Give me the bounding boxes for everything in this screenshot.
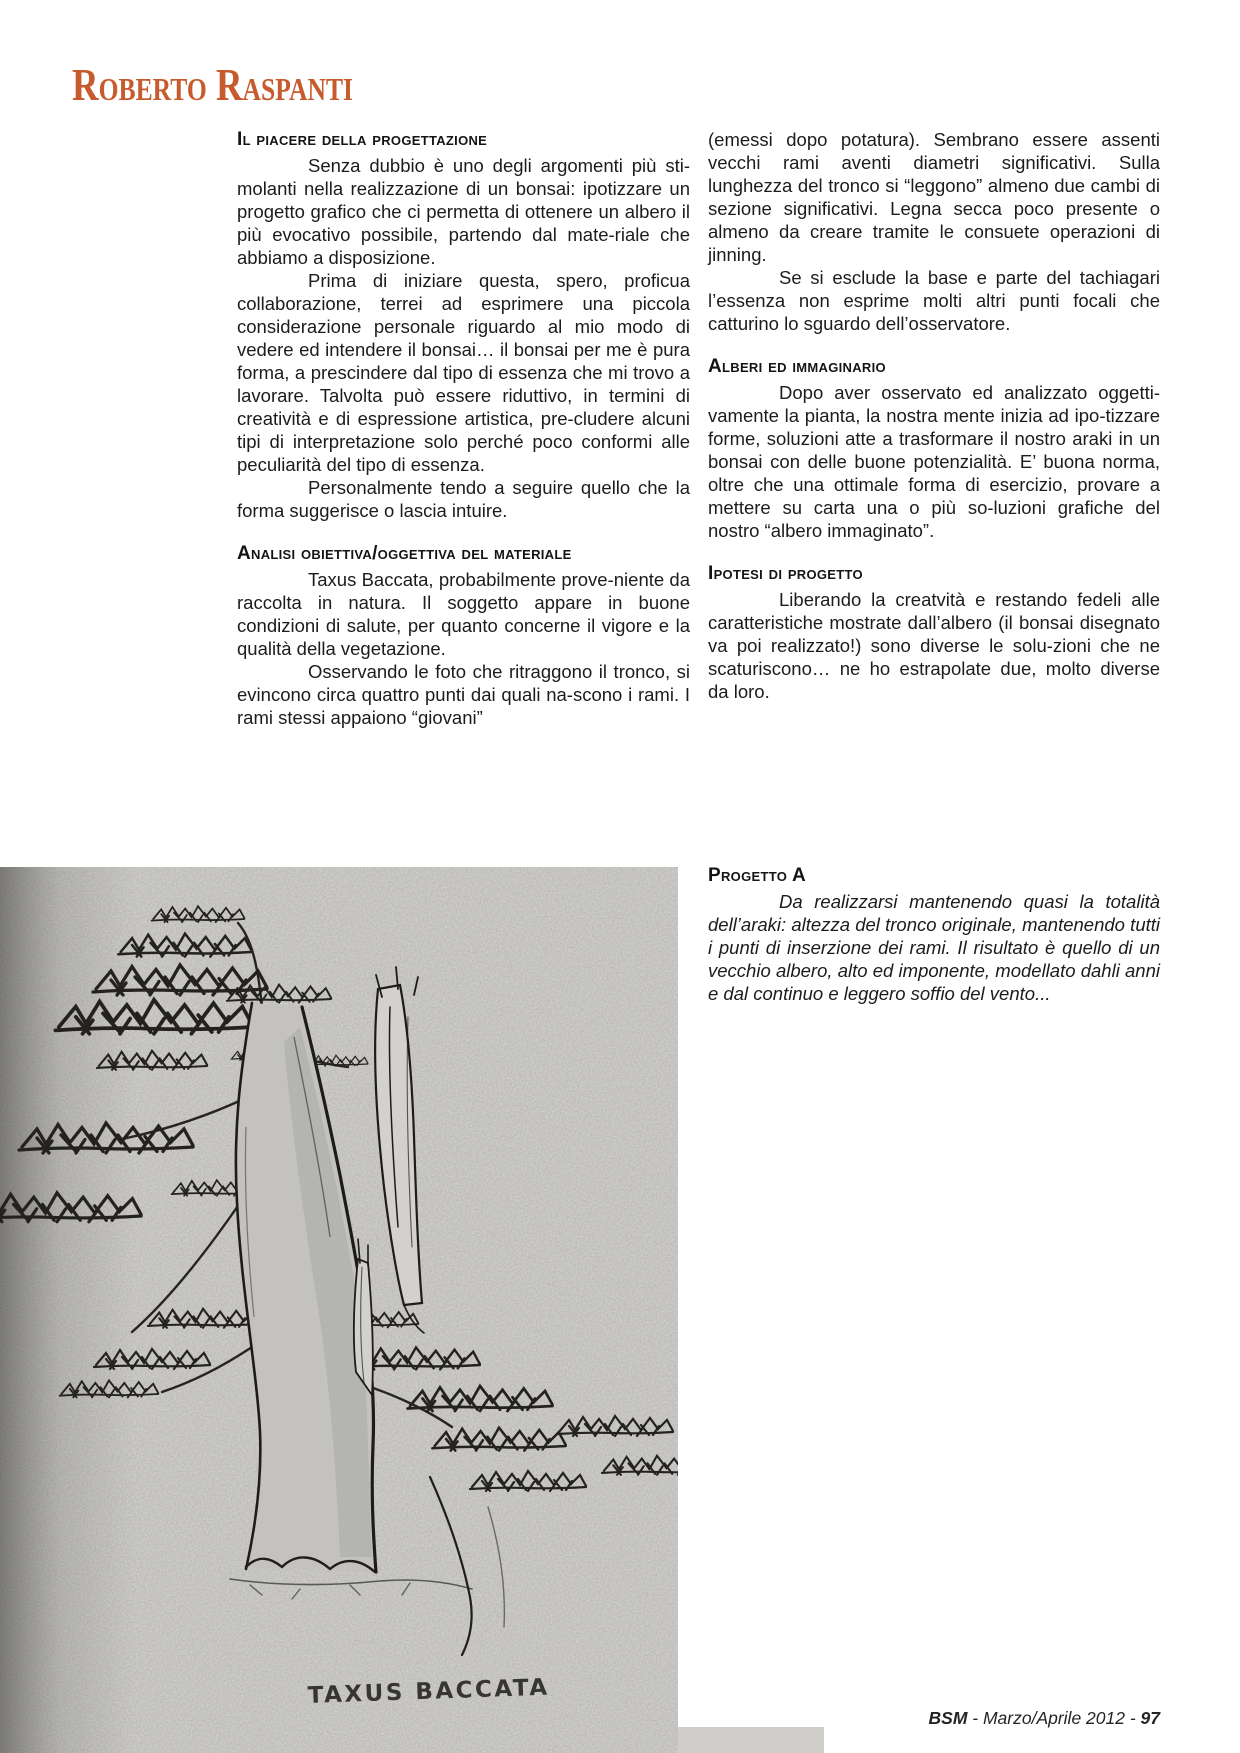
photo-left-vignette [0,867,135,1753]
paragraph: Personalmente tendo a seguire quello che la forma suggerisce o lascia intuire. [237,477,690,521]
paragraph-continuation: (emessi dopo potatura). Sembrano essere assenti vecchi rami aventi diametri significativi. Sulla lunghezza del tronco si “leggono” almeno due cambi di sezione significativi. Legna secca poco presente o almeno da creare tramite le consuete operazioni di jinning. [708,129,1160,265]
left-column [237,128,690,729]
section-heading-ipotesi: Ipotesi di progetto [708,563,863,584]
section-heading-il-piacere: Il piacere della progettazione [237,129,488,150]
right-column [708,128,1160,703]
page-title: Roberto Raspanti [72,59,354,110]
paragraph: Dopo aver osservato ed analizzato oggetti-vamente la pianta, la nostra mente inizia ad ipo-tizzare forme, soluzioni atte a trasformare il nostro araki in un bonsai con delle buone potenzialità. E’ buona norma, oltre che una ottimale forma di esercizio, provare a mettere su carta una o più so-luzioni grafiche del nostro “albero immaginato”. [708,382,1160,541]
paragraph: Senza dubbio è uno degli argomenti più sti-molanti nella realizzazione di un bonsai: ipotizzare un progetto grafico che ci permetta di ottenere un albero il più evocativo possibile, partendo dal mate-riale che abbiamo a disposizione. [237,155,690,268]
paragraph: Prima di iniziare questa, spero, proficua collaborazione, terrei ad esprimere una piccola considerazione personale riguardo al mio modo di vedere ed intendere il bonsai… il bonsai per me è pura forma, a prescindere dal tipo di essenza che mi trovo a lavorare. Talvolta può essere riduttivo, in termini di creatività e di espressione artistica, pre-cludere alcuni tipi di interpretazione solo perché poco conformi alle peculiarità del tipo di essenza. [237,270,690,475]
section-heading-alberi: Alberi ed immaginario [708,356,886,377]
paragraph: Se si esclude la base e parte del tachiagari l’essenza non esprime molti altri punti focali che catturino lo sguardo dell’osservatore. [708,267,1160,334]
photo-handwritten-caption: TAXUS BACCATA [307,1674,551,1709]
paragraph: Taxus Baccata, probabilmente prove-niente da raccolta in natura. Il soggetto appare in buone condizioni di salute, per quanto concerne il vigore e la qualità della vegetazione. [237,569,690,659]
bonsai-sketch-photo [0,867,678,1753]
section-heading-progetto-a: Progetto A [708,865,807,886]
paragraph: Liberando la creatvità e restando fedeli alle caratteristiche mostrate dall’albero (il bonsai disegnato va poi realizzato!) sono diverse le solu-zioni che ne scaturiscono… ne ho estrapolate due, molto diverse da loro. [708,589,1160,702]
progetto-a-block [708,864,1160,1005]
bonsai-sketch-svg [0,867,678,1753]
photo-edge-strip [678,1727,824,1753]
page-number: 97 [1140,1708,1160,1728]
page-footer [929,1708,1160,1729]
paragraph: Osservando le foto che ritraggono il tronco, si evincono circa quattro punti dai quali na-scono i rami. I rami stessi appaiono “giovani” [237,661,690,728]
section-heading-analisi: Analisi obiettiva/oggettiva del materiale [237,543,572,564]
footer-issue: - Marzo/Aprile 2012 - [967,1708,1141,1728]
paragraph: Da realizzarsi mantenendo quasi la totalità dell’araki: altezza del tronco originale, mantenendo tutti i punti di inserzione dei rami. Il risultato è quello di un vecchio albero, alto ed imponente, modellato dahli anni e dal continuo e leggero soffio del vento... [708,891,1160,1004]
magazine-name: BSM [928,1708,968,1728]
